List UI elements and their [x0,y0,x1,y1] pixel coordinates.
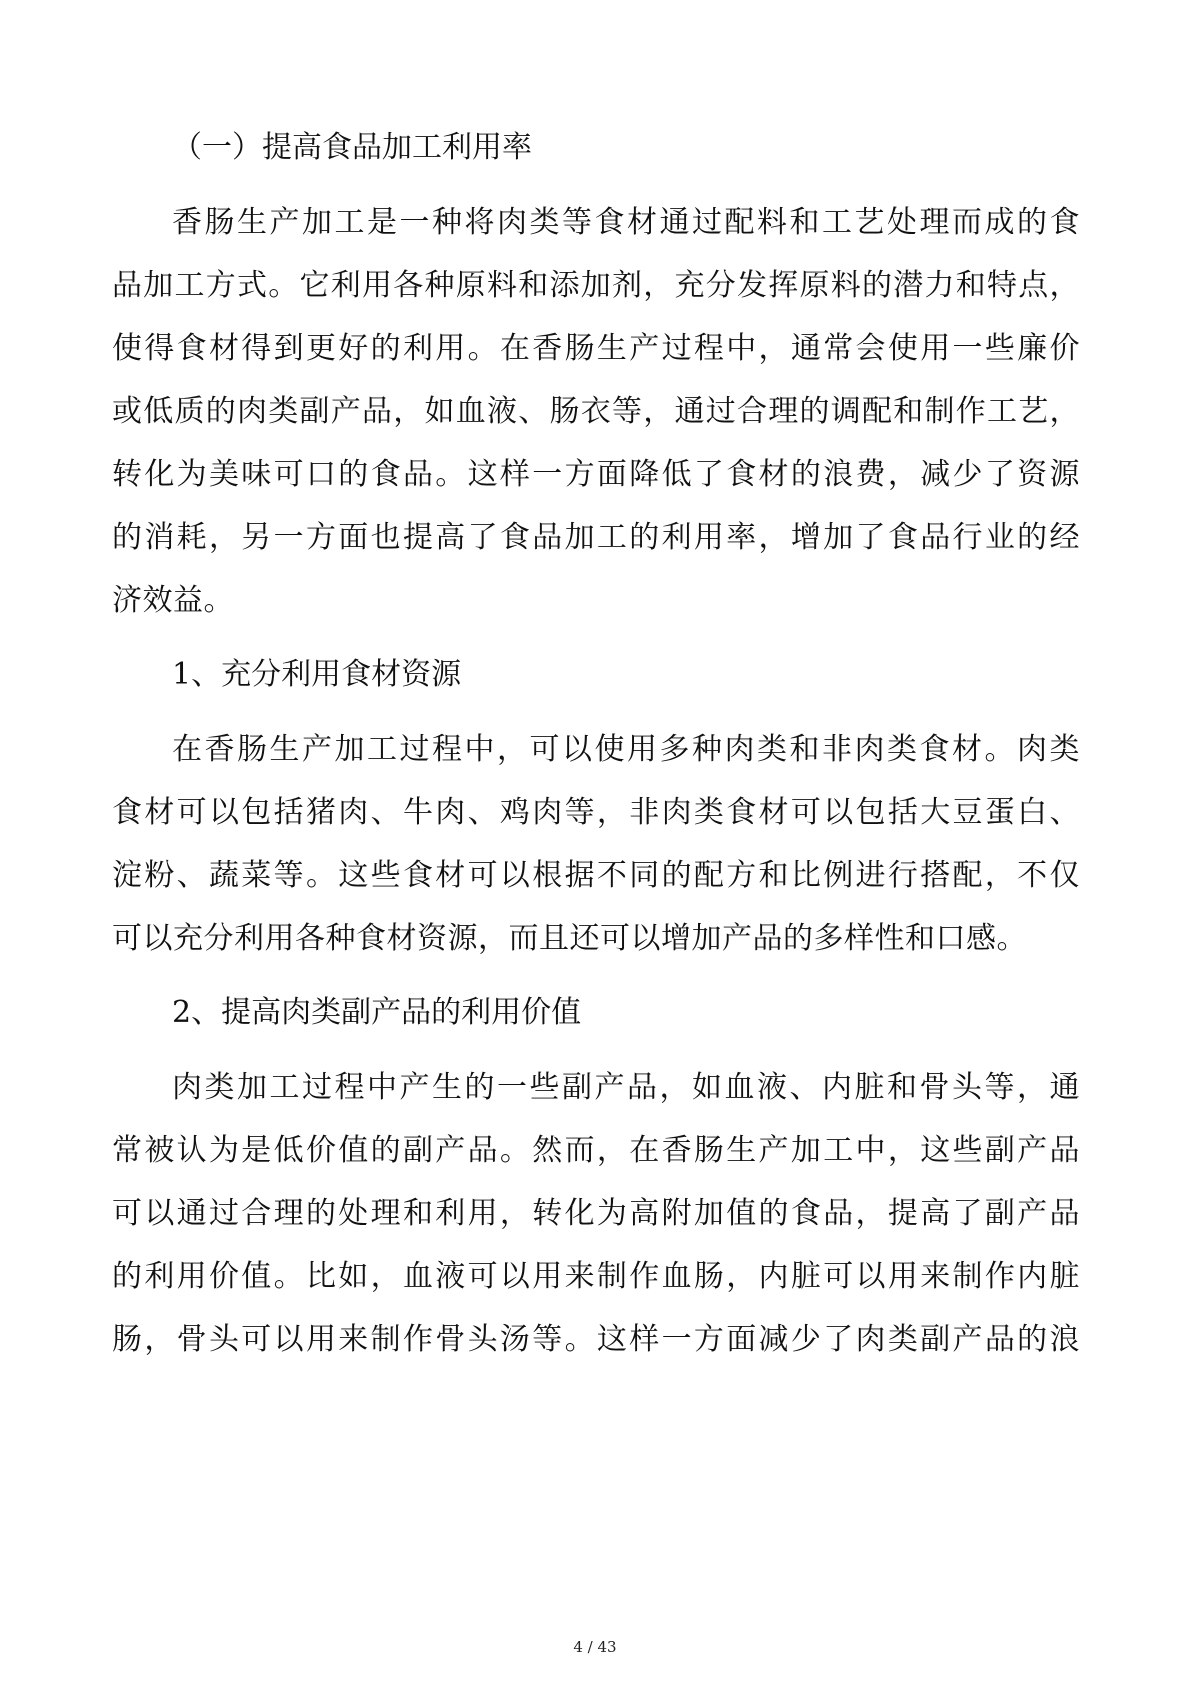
body-paragraph [112,1056,1080,1371]
paragraph-line: 可以通过合理的处理和利用，转化为高附加值的食品，提高了副产品 [112,1196,1080,1231]
paragraph-line: 肠，骨头可以用来制作骨头汤等。这样一方面减少了肉类副产品的浪 [112,1322,1080,1357]
page-number: 4 / 43 [573,1638,617,1656]
document-body [112,116,1080,1382]
paragraph-line: 转化为美味可口的食品。这样一方面降低了食材的浪费，减少了资源 [112,457,1080,492]
paragraph-line: 可以充分利用各种食材资源，而且还可以增加产品的多样性和口感。 [112,921,1027,956]
paragraph-line: 济效益。 [112,583,234,618]
subsection-heading: 2、提高肉类副产品的利用价值 [172,995,582,1030]
paragraph-line: 食材可以包括猪肉、牛肉、鸡肉等，非肉类食材可以包括大豆蛋白、 [112,795,1080,830]
paragraph-line: 在香肠生产加工过程中，可以使用多种肉类和非肉类食材。肉类 [172,732,1080,767]
paragraph-line: 肉类加工过程中产生的一些副产品，如血液、内脏和骨头等，通 [172,1070,1080,1105]
section-heading: （一）提高食品加工利用率 [172,130,532,165]
body-paragraph [112,718,1080,970]
body-paragraph [112,191,1080,632]
paragraph-line: 淀粉、蔬菜等。这些食材可以根据不同的配方和比例进行搭配，不仅 [112,858,1080,893]
paragraph-line: 香肠生产加工是一种将肉类等食材通过配料和工艺处理而成的食 [172,205,1080,240]
paragraph-line: 的消耗，另一方面也提高了食品加工的利用率，增加了食品行业的经 [112,520,1080,555]
paragraph-line: 的利用价值。比如，血液可以用来制作血肠，内脏可以用来制作内脏 [112,1259,1080,1294]
paragraph-line: 或低质的肉类副产品，如血液、肠衣等，通过合理的调配和制作工艺， [112,394,1080,429]
subsection-heading: 1、充分利用食材资源 [172,657,462,692]
paragraph-line: 品加工方式。它利用各种原料和添加剂，充分发挥原料的潜力和特点， [112,268,1080,303]
paragraph-line: 使得食材得到更好的利用。在香肠生产过程中，通常会使用一些廉价 [112,331,1080,366]
paragraph-line: 常被认为是低价值的副产品。然而，在香肠生产加工中，这些副产品 [112,1133,1080,1168]
